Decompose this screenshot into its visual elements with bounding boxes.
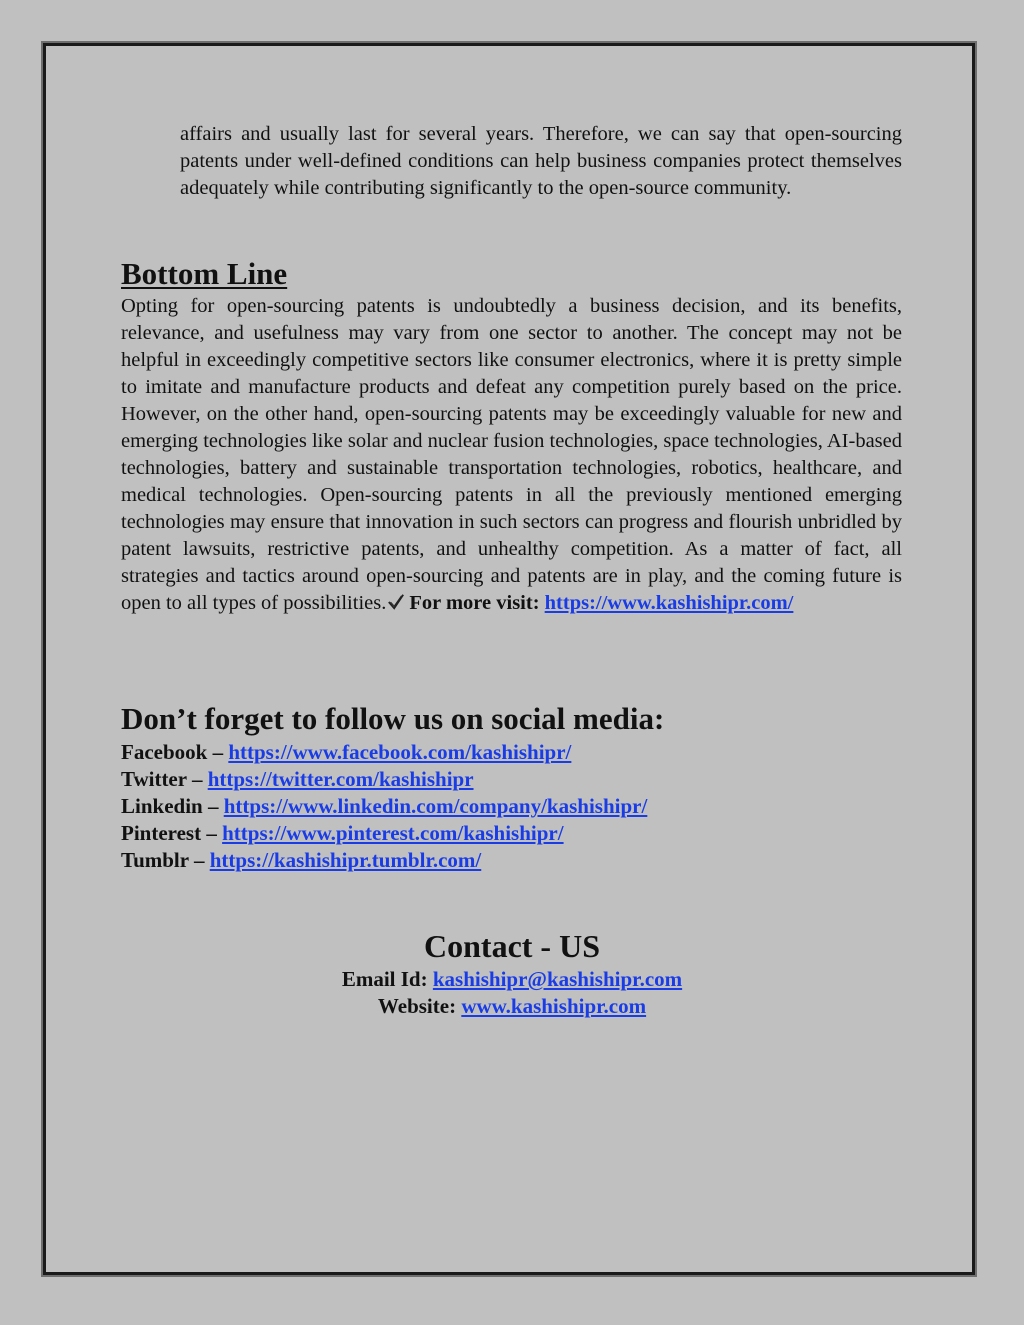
pinterest-link[interactable]: https://www.pinterest.com/kashishipr/	[222, 821, 564, 845]
page-border	[43, 43, 975, 1275]
social-label-pinterest: Pinterest –	[121, 821, 217, 845]
visit-link[interactable]: https://www.kashishipr.com/	[544, 592, 794, 614]
contact-heading: Contact - US	[424, 928, 600, 964]
twitter-link[interactable]: https://twitter.com/kashishipr	[207, 767, 474, 791]
bottom-line-text: Opting for open-sourcing patents is undoubtedly a business decision, and its benefits, relevance, and usefulness may vary from one sector to another. The concept may not be helpful in exceedingly competitive sectors like consumer electronics, where it is pretty simple to imitate and manufacture products and defeat any competition purely based on the price. However, on the other hand, open-sourcing patents may be exceedingly valuable for new and emerging technologies like solar and nuclear fusion technologies, space technologies, AI-based technologies, battery and sustainable transportation technologies, robotics, healthcare, and medical technologies. Open-sourcing patents in all the previously mentioned emerging technologies may ensure that innovation in such sectors can progress and flourish unbridled by patent lawsuits, restrictive patents, and unhealthy competition. As a matter of fact, all strategies and tactics around open-sourcing and patents are in play, and the coming future is open to all types of possibilities.	[121, 295, 902, 614]
social-heading: Don’t forget to follow us on social media:	[121, 701, 665, 736]
social-item-twitter	[121, 766, 647, 793]
social-item-linkedin	[121, 793, 647, 820]
website-link[interactable]: www.kashishipr.com	[461, 994, 647, 1018]
social-item-tumblr	[121, 847, 647, 874]
social-label-twitter: Twitter –	[121, 767, 203, 791]
contact-email-line	[0, 966, 1024, 993]
bottom-line-paragraph	[121, 293, 902, 617]
linkedin-link[interactable]: https://www.linkedin.com/company/kashishipr/	[223, 794, 648, 818]
check-mark-icon	[387, 593, 405, 611]
contact-website-line	[0, 993, 1024, 1020]
social-item-facebook	[121, 739, 647, 766]
social-links-list	[121, 739, 647, 874]
tumblr-link[interactable]: https://kashishipr.tumblr.com/	[209, 848, 482, 872]
social-item-pinterest	[121, 820, 647, 847]
social-label-linkedin: Linkedin –	[121, 794, 219, 818]
email-link[interactable]: kashishipr@kashishipr.com	[432, 967, 683, 991]
visit-label: For more visit:	[409, 592, 540, 614]
bottom-line-heading: Bottom Line	[121, 256, 288, 291]
social-label-facebook: Facebook –	[121, 740, 224, 764]
website-label: Website:	[377, 994, 457, 1018]
facebook-link[interactable]: https://www.facebook.com/kashishipr/	[228, 740, 572, 764]
email-label: Email Id:	[341, 967, 428, 991]
intro-paragraph: affairs and usually last for several years. Therefore, we can say that open-sourcing patents under well-defined conditions can help business companies protect themselves adequately while contributing significantly to the open-source community.	[180, 123, 902, 199]
social-label-tumblr: Tumblr –	[121, 848, 205, 872]
